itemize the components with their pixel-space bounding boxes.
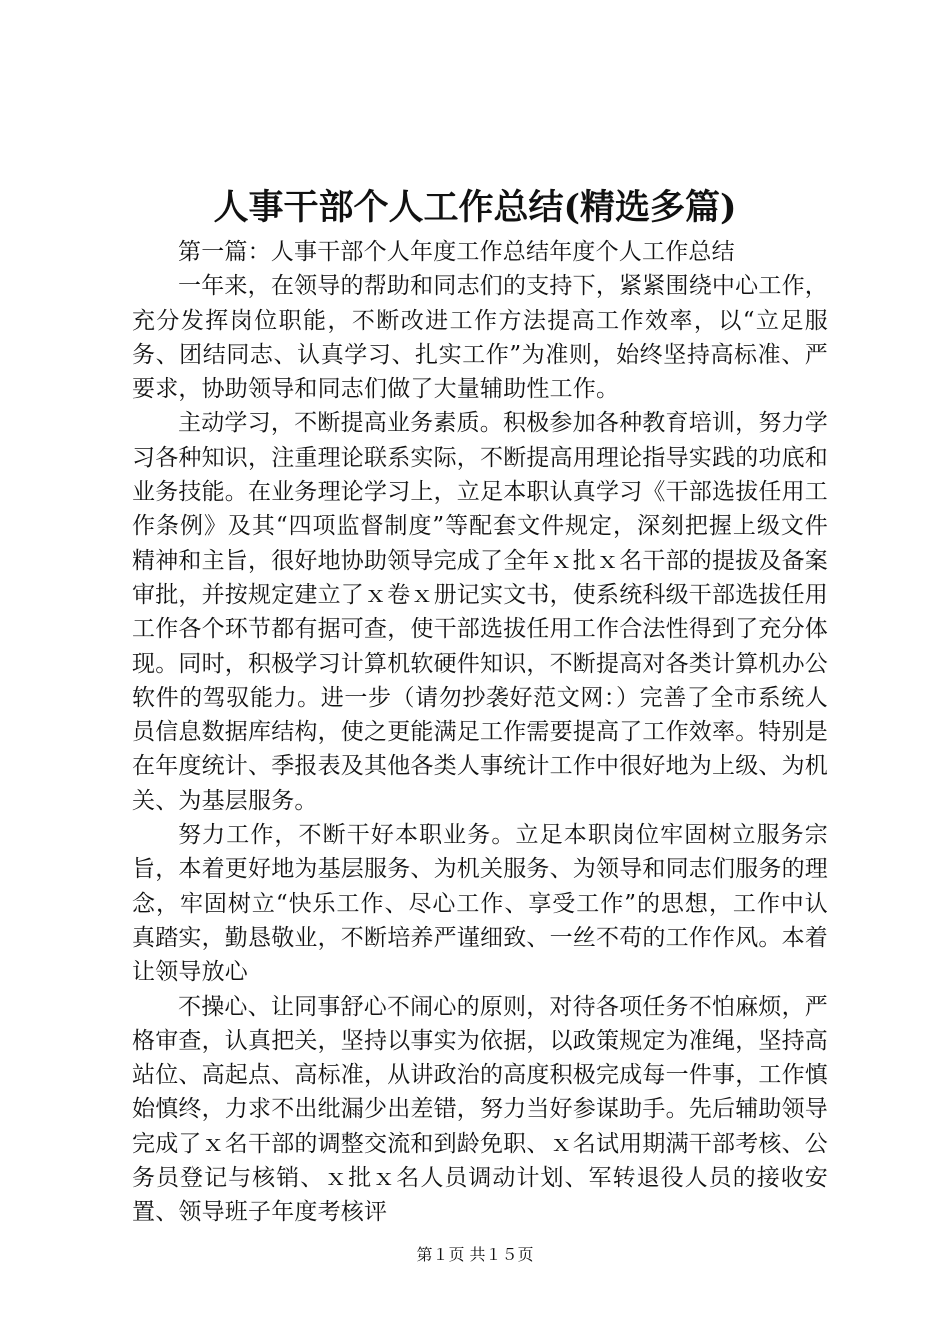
body-paragraph: 一年来，在领导的帮助和同志们的支持下，紧紧围绕中心工作，充分发挥岗位职能，不断改进工作方法提高工作效率，以“立足服务、团结同志、认真学习、扎实工作”为准则，始终坚持高标准、严要求，协助领导和同志们做了大量辅助性工作。 [132, 273, 828, 403]
body-paragraph: 努力工作，不断干好本职业务。立足本职岗位牢固树立服务宗旨，本着更好地为基层服务、为机关服务、为领导和同志们服务的理念，牢固树立“快乐工作、尽心工作、享受工作”的思想，工作中认真踏实，勤恳敬业，不断培养严谨细致、一丝不苟的工作作风。本着让领导放心 [132, 822, 828, 986]
body-paragraph: 不操心、让同事舒心不闹心的原则，对待各项任务不怕麻烦，严格审查，认真把关，坚持以事实为依据，以政策规定为准绳，坚持高站位、高起点、高标准，从讲政治的高度积极完成每一件事，工作慎始慎终，力求不出纰漏少出差错，努力当好参谋助手。先后辅助领导完成了ｘ名干部的调整交流和到龄免职、ｘ名试用期满干部考核、公务员登记与核销、ｘ批ｘ名人员调动计划、军转退役人员的接收安置、领导班子年度考核评 [132, 993, 828, 1226]
page-number-footer: 第１页 共１５页 [416, 1245, 534, 1264]
section-heading: 第一篇：人事干部个人年度工作总结年度个人工作总结 [178, 239, 735, 265]
document-body [132, 235, 828, 1230]
body-paragraph: 主动学习，不断提高业务素质。积极参加各种教育培训，努力学习各种知识，注重理论联系实际，不断提高用理论指导实践的功底和业务技能。在业务理论学习上，立足本职认真学习《干部选拔任用工作条例》及其“四项监督制度”等配套文件规定，深刻把握上级文件精神和主旨，很好地协助领导完成了全年ｘ批ｘ名干部的提拔及备案审批，并按规定建立了ｘ卷ｘ册记实文书，使系统科级干部选拔任用工作各个环节都有据可查，使干部选拔任用工作合法性得到了充分体现。同时，积极学习计算机软硬件知识，不断提高对各类计算机办公软件的驾驭能力。进一步（请勿抄袭好范文网：）完善了全市系统人员信息数据库结构，使之更能满足工作需要提高了工作效率。特别是在年度统计、季报表及其他各类人事统计工作中很好地为上级、为机关、为基层服务。 [132, 410, 828, 814]
document-title: 人事干部个人工作总结(精选多篇) [213, 187, 737, 228]
